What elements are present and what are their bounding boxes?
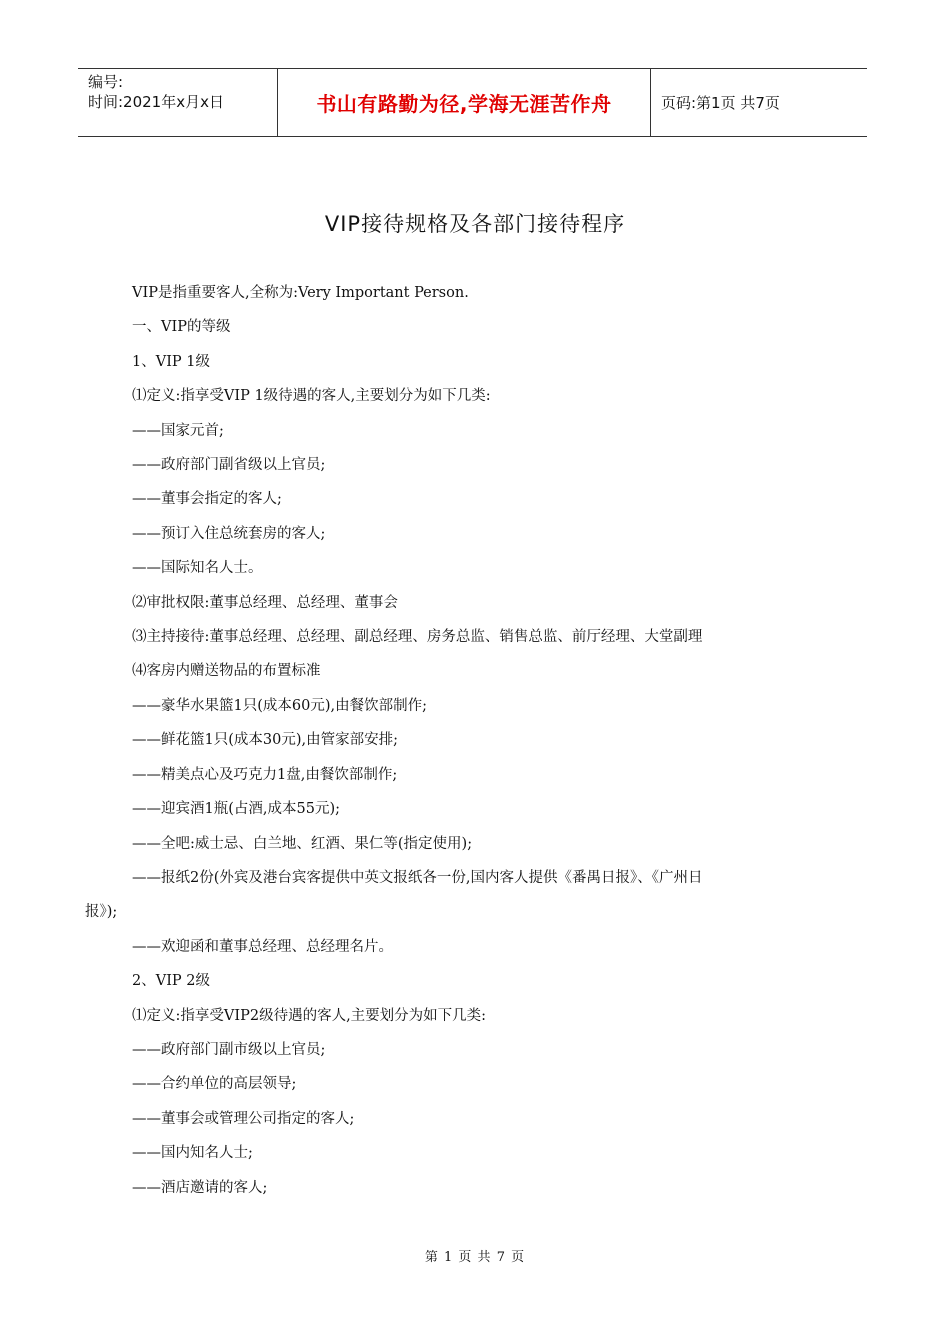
list-item: ——国际知名人士。 xyxy=(132,560,263,577)
page-footer: 第 1 页 共 7 页 xyxy=(424,1250,526,1265)
list-item: ——迎宾酒1瓶(占酒,成本55元); xyxy=(132,801,340,818)
header-time-label: 时间:2021年x月x日 xyxy=(88,93,224,111)
list-item: ——豪华水果篮1只(成本60元),由餐饮部制作; xyxy=(132,697,427,714)
list-item: ——鲜花篮1只(成本30元),由管家部安排; xyxy=(132,732,398,749)
header-slogan: 书山有路勤为径,学海无涯苦作舟 xyxy=(278,69,651,136)
list-item-continuation: 报》); xyxy=(85,904,118,921)
header-number-label: 编号: xyxy=(88,73,124,91)
document-body xyxy=(85,276,832,1205)
list-item: ——欢迎函和董事总经理、总经理名片。 xyxy=(132,938,393,955)
list-item: ——酒店邀请的客人; xyxy=(132,1179,268,1196)
subsection-heading: 1、VIP 1级 xyxy=(132,353,211,370)
list-item: ——董事会或管理公司指定的客人; xyxy=(132,1110,355,1127)
body-line: ⑷客房内赠送物品的布置标准 xyxy=(132,663,321,680)
body-line: ⑶主持接待:董事总经理、总经理、副总经理、房务总监、销售总监、前厅经理、大堂副理 xyxy=(132,629,703,646)
header-page-label: 页码:第1页 共7页 xyxy=(661,94,780,112)
document-header xyxy=(78,68,867,137)
section-heading: 一、VIP的等级 xyxy=(132,319,231,336)
body-line: ⑵审批权限:董事总经理、总经理、董事会 xyxy=(132,594,398,611)
list-item: ——精美点心及巧克力1盘,由餐饮部制作; xyxy=(132,766,398,783)
list-item: ——全吧:威士忌、白兰地、红酒、果仁等(指定使用); xyxy=(132,835,473,852)
list-item: ——国内知名人士; xyxy=(132,1145,253,1162)
list-item: ——政府部门副市级以上官员; xyxy=(132,1041,326,1058)
body-line: ⑴定义:指享受VIP2级待遇的客人,主要划分为如下几类: xyxy=(132,1007,487,1024)
list-item: ——预订入住总统套房的客人; xyxy=(132,525,326,542)
body-line: ⑴定义:指享受VIP 1级待遇的客人,主要划分为如下几类: xyxy=(132,388,491,405)
document-title: VIP接待规格及各部门接待程序 xyxy=(324,212,626,236)
list-item: ——合约单位的高层领导; xyxy=(132,1076,297,1093)
subsection-heading: 2、VIP 2级 xyxy=(132,973,211,990)
list-item: ——董事会指定的客人; xyxy=(132,491,282,508)
list-item: ——政府部门副省级以上官员; xyxy=(132,457,326,474)
body-line: VIP是指重要客人,全称为:Very Important Person. xyxy=(132,285,469,301)
list-item: ——报纸2份(外宾及港台宾客提供中英文报纸各一份,国内客人提供《番禺日报》、《广州日 xyxy=(132,869,703,886)
list-item: ——国家元首; xyxy=(132,422,224,439)
header-meta xyxy=(78,69,278,136)
